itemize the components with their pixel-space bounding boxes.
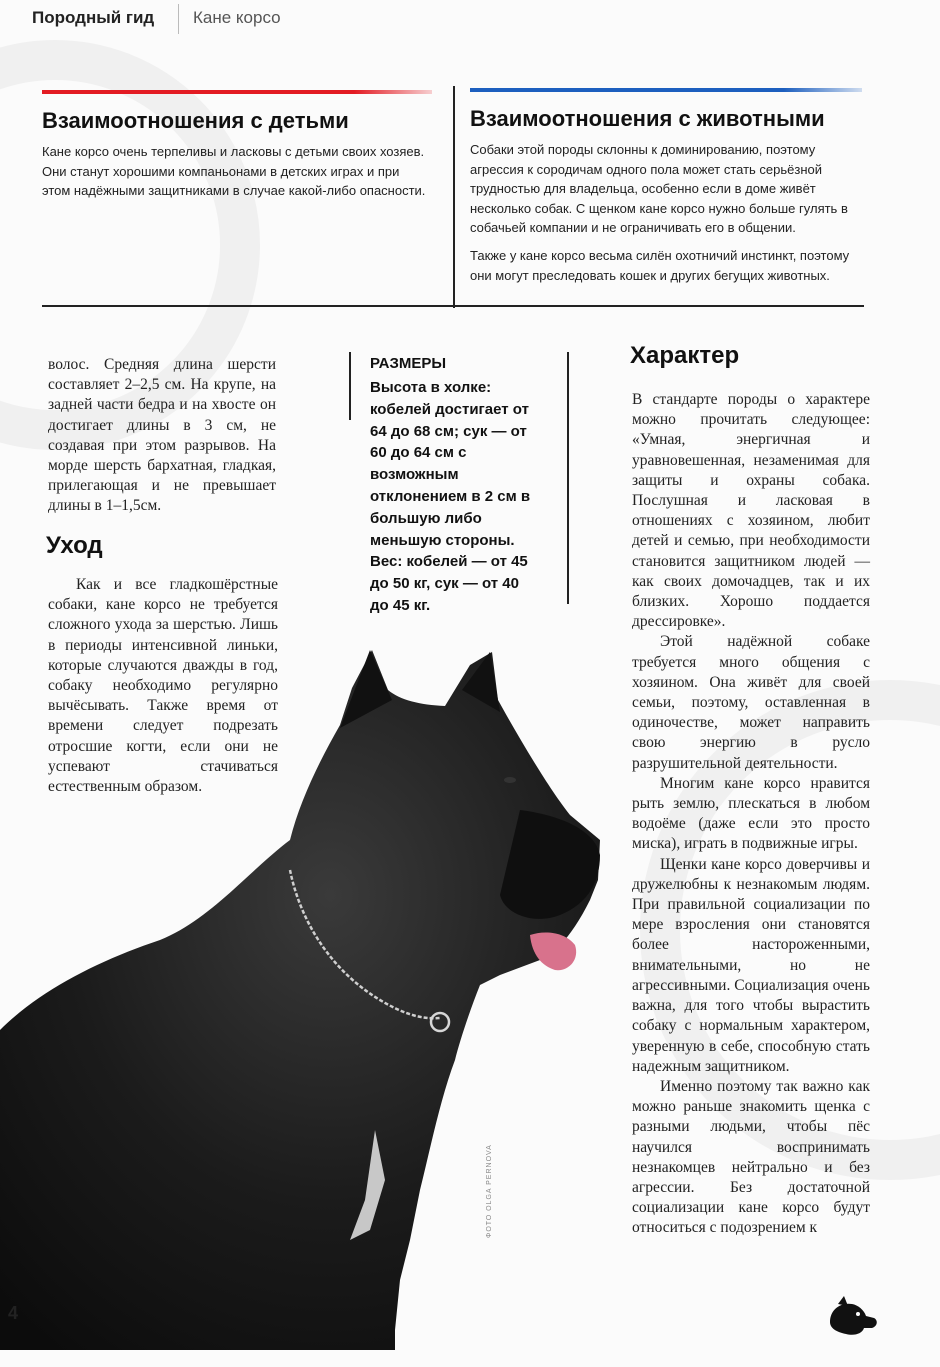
box-animals-text-2: Также у кане корсо весьма силён охотничий инстинкт, поэтому они могут преследовать кошек и других бегущих животных. xyxy=(470,248,850,283)
box-children-text: Кане корсо очень терпеливы и ласковы с детьми своих хозяев. Они станут хорошими компаньонами в детских играх и при этом надёжными защитниками в случае какой-либо опасности. xyxy=(42,144,426,198)
character-title: Характер xyxy=(630,342,740,369)
dog-logo-icon xyxy=(824,1296,880,1336)
box-animals-text-1: Собаки этой породы склонны к доминированию, поэтому агрессия к сородичам одного пола может стать серьёзной трудностью для владельца, особенно если в доме живёт несколько собак. С щенком кане корсо нужно больше гулять в собачьей компании и не ограничивать его в общении. xyxy=(470,142,848,235)
sizes-text: Высота в холке: кобелей достигает от 64 до 68 см; сук — от 60 до 64 см с возможным отклонением в 2 см в большую либо меньшую стороны. Вес: кобелей — от 45 до 50 кг, сук — от 40 до 45 кг. xyxy=(370,379,531,614)
character-paragraph-5: Именно поэтому так важно как можно раньше знакомить щенка с разными людьми, чтобы пёс научился воспринимать незнакомцев нейтрально и без агрессии. Без достаточной социализации кане корсо будут относиться с подозрением к xyxy=(632,1077,870,1237)
dog-eye xyxy=(504,777,516,783)
dog-tongue xyxy=(530,932,576,970)
blue-accent-line xyxy=(470,88,862,92)
page-number: 4 xyxy=(8,1303,19,1323)
character-text xyxy=(632,390,870,1239)
box-children-title: Взаимоотношения с детьми xyxy=(42,108,349,133)
care-title: Уход xyxy=(46,532,103,559)
character-paragraph-1: В стандарте породы о характере можно прочитать следующее: «Умная, энергичная и уравновешенная, незаменимая для защиты и охраны собака. Послушная и ласковая в отношениях с хозяином, любит детей и семью, при необходимости становится защитником людей — как своих домочадцев, так и их близких. Хорошо поддается дрессировке». xyxy=(632,391,870,631)
red-accent-line xyxy=(42,90,432,94)
column-divider-left xyxy=(349,352,351,420)
character-paragraph-3: Многим кане корсо нравится рыть землю, плескаться в любом водоёме (даже если это просто миска), играть в подвижные игры. xyxy=(632,774,870,853)
coat-paragraph: волос. Средняя длина шерсти составляет 2–2,5 см. На крупе, на задней части бедра и на хвосте он достигает длины в 3 см, не создавая при этом разрывов. На морде шерсть бархатная, гладкая, прилегающая и не превышает длины в 1–1,5см. xyxy=(48,356,276,515)
character-paragraph-4: Щенки кане корсо доверчивы и дружелюбны к незнакомым людям. При правильной социализации по мере взросления они становятся более настороженными, внимательными, но не агрессивными. Социализация очень важна, для того чтобы вырастить собаку с нормальным характером, уверенную в себе, способную стать надежным защитником. xyxy=(632,855,870,1075)
sizes-label: РАЗМЕРЫ xyxy=(370,355,447,372)
coat-continuation-text xyxy=(48,355,276,517)
character-paragraph-2: Этой надёжной собаке требуется много общения с хозяином. Она живёт для своей семьи, поэтому, оставленная в одиночестве, может направить свою энергию в русло разрушительной деятельности. xyxy=(632,633,870,772)
header-divider xyxy=(178,4,179,34)
care-paragraph: Как и все гладкошёрстные собаки, кане корсо не требуется сложного ухода за шерстью. Лишь в периоды интенсивной линьки, которые случаются дважды в год, собаку необходимо регулярно вычёсывать. Также время от времени следует подрезать отросшие когти, если они не успевают стачиваться естественным образом. xyxy=(48,576,278,796)
box-divider xyxy=(453,86,455,308)
column-divider-right xyxy=(567,352,569,604)
photo-credit: ФОТО OLGA PERNOVA xyxy=(486,1144,493,1238)
header-section: Породный гид xyxy=(32,8,155,27)
header-breed: Кане корсо xyxy=(193,8,281,27)
page-header xyxy=(0,0,940,40)
box-animals-title: Взаимоотношения с животными xyxy=(470,106,825,131)
section-rule xyxy=(42,305,864,307)
dog-silhouette xyxy=(0,650,600,1350)
cane-corso-photo xyxy=(0,640,620,1350)
